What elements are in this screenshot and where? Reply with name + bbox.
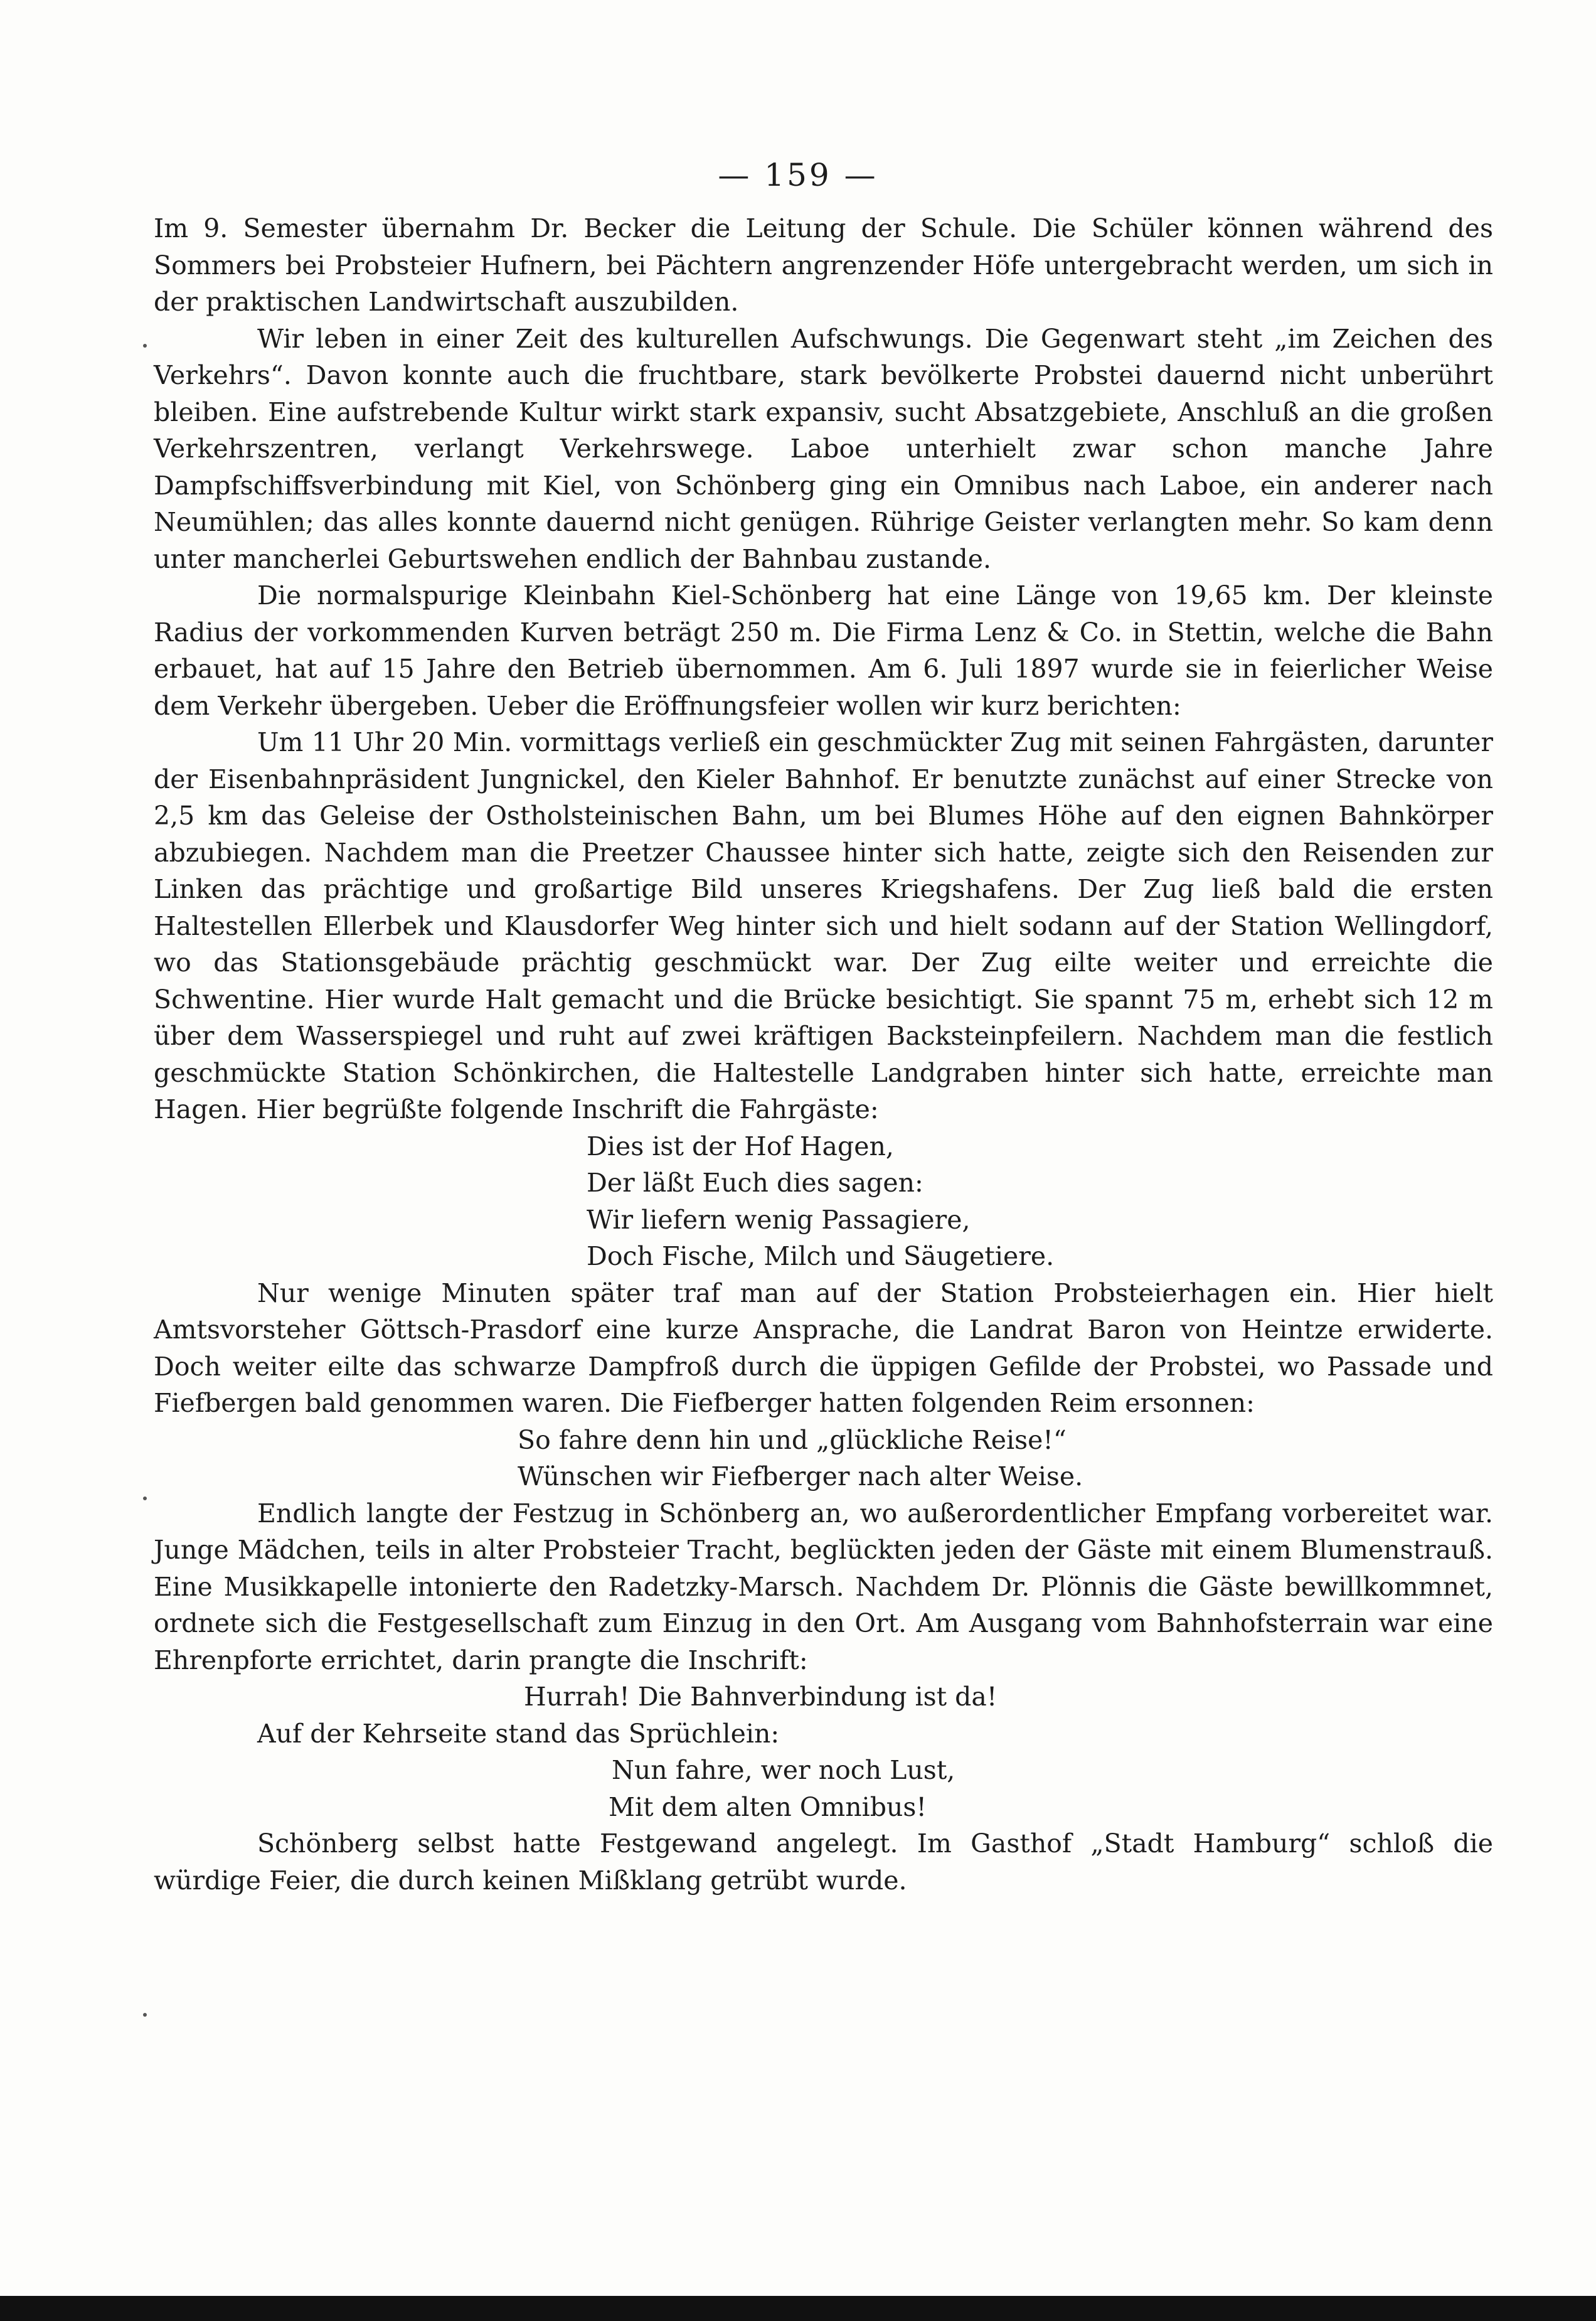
verse-line: Der läßt Euch dies sagen: xyxy=(587,1168,923,1198)
paragraph-schluss: Schönberg selbst hatte Festgewand angelegt. Im Gasthof „Stadt Hamburg“ schloß die würdige Feier, die durch keinen Mißklang getrübt wurde. xyxy=(154,1828,1493,1896)
page-number: — 159 — xyxy=(718,157,878,193)
verse-line: So fahre denn hin und „glückliche Reise!“ xyxy=(518,1424,1067,1455)
scan-speck xyxy=(143,1497,147,1500)
verse-fiefbergen xyxy=(154,1422,1493,1495)
verse-line: Dies ist der Hof Hagen, xyxy=(587,1131,894,1161)
paragraph-semester: Im 9. Semester übernahm Dr. Becker die Leitung der Schule. Die Schüler können während des Sommers bei Probsteier Hufnern, bei Pächtern angrenzender Höfe untergebracht werden, um sich in der praktischen Landwirtschaft auszubilden. xyxy=(154,213,1493,317)
verse-ehrenpforte xyxy=(154,1678,1493,1715)
verse-line: Mit dem alten Omnibus! xyxy=(609,1791,927,1822)
body-text xyxy=(154,210,1493,1899)
scan-speck xyxy=(143,344,147,348)
verse-line: Nun fahre, wer noch Lust, xyxy=(612,1755,955,1785)
verse-line: Wir liefern wenig Passagiere, xyxy=(587,1204,971,1235)
verse-line: Doch Fische, Milch und Säugetiere. xyxy=(587,1241,1055,1271)
paragraph-eroeffnungsfahrt: Um 11 Uhr 20 Min. vormittags verließ ein geschmückter Zug mit seinen Fahrgästen, darunter der Eisenbahnpräsident Jungnickel, den Kieler Bahnhof. Er benutzte zunächst auf einer Strecke von 2,5 km das Geleise der Ostholsteinischen Bahn, um bei Blumes Höhe auf den eignen Bahnkörper abzubiegen. Nachdem man die Preetzer Chaussee hinter sich hatte, zeigte sich den Reisenden zur Linken das prächtige und großartige Bild unseres Kriegshafens. Der Zug ließ bald die ersten Haltestellen Ellerbek und Klausdorfer Weg hinter sich und hielt sodann auf der Station Wellingdorf, wo das Stationsgebäude prächtig geschmückt war. Der Zug eilte weiter und erreichte die Schwentine. Hier wurde Halt gemacht und die Brücke besichtigt. Sie spannt 75 m, erhebt sich 12 m über dem Wasserspiegel und ruht auf zwei kräftigen Backsteinpfeilern. Nachdem man die festlich geschmückte Station Schönkirchen, die Haltestelle Landgraben hinter sich hatte, erreichte man Hagen. Hier begrüßte folgende Inschrift die Fahrgäste: xyxy=(154,727,1493,1124)
scan-bottom-edge xyxy=(0,2296,1596,2321)
verse-line: Wünschen wir Fiefberger nach alter Weise. xyxy=(518,1461,1083,1491)
verse-kehrseite xyxy=(154,1752,1493,1825)
paragraph-aufschwung: Wir leben in einer Zeit des kulturellen Aufschwungs. Die Gegenwart steht „im Zeichen des Verkehrs“. Davon konnte auch die fruchtbare, stark bevölkerte Probstei dauernd nicht unberührt bleiben. Eine aufstrebende Kultur wirkt stark expansiv, sucht Absatzgebiete, Anschluß an die großen Verkehrszentren, verlangt Verkehrswege. Laboe unterhielt zwar schon manche Jahre Dampfschiffsverbindung mit Kiel, von Schönberg ging ein Omnibus nach Laboe, ein anderer nach Neumühlen; das alles konnte dauernd nicht genügen. Rührige Geister verlangten mehr. So kam denn unter mancherlei Geburtswehen endlich der Bahnbau zustande. xyxy=(154,323,1493,574)
paragraph-kleinbahn: Die normalspurige Kleinbahn Kiel-Schönberg hat eine Länge von 19,65 km. Der kleinste Radius der vorkommenden Kurven beträgt 250 m. Die Firma Lenz & Co. in Stettin, welche die Bahn erbauet, hat auf 15 Jahre den Betrieb übernommen. Am 6. Juli 1897 wurde sie in feierlicher Weise dem Verkehr übergeben. Ueber die Eröffnungsfeier wollen wir kurz berichten: xyxy=(154,580,1493,721)
paragraph-probsteierhagen: Nur wenige Minuten später traf man auf der Station Probsteierhagen ein. Hier hielt Amtsvorsteher Göttsch-Prasdorf eine kurze Ansprache, die Landrat Baron von Heintze erwiderte. Doch weiter eilte das schwarze Dampfroß durch die üppigen Gefilde der Probstei, wo Passade und Fiefbergen bald genommen waren. Die Fiefberger hatten folgenden Reim ersonnen: xyxy=(154,1278,1493,1418)
verse-line: Hurrah! Die Bahnverbindung ist da! xyxy=(524,1682,998,1712)
paragraph-kehrseite: Auf der Kehrseite stand das Sprüchlein: xyxy=(257,1718,780,1749)
scan-speck xyxy=(143,2013,147,2017)
paragraph-festzug: Endlich langte der Festzug in Schönberg an, wo außerordentlicher Empfang vorbereitet war. Junge Mädchen, teils in alter Probsteier Tracht, beglückten jeden der Gäste mit einem Blumenstrauß. Eine Musikkapelle intonierte den Radetzky-Marsch. Nachdem Dr. Plönnis die Gäste bewillkommnet, ordnete sich die Festgesellschaft zum Einzug in den Ort. Am Ausgang vom Bahnhofsterrain war eine Ehrenpforte errichtet, darin prangte die Inschrift: xyxy=(154,1498,1493,1675)
verse-hagen xyxy=(154,1128,1493,1275)
